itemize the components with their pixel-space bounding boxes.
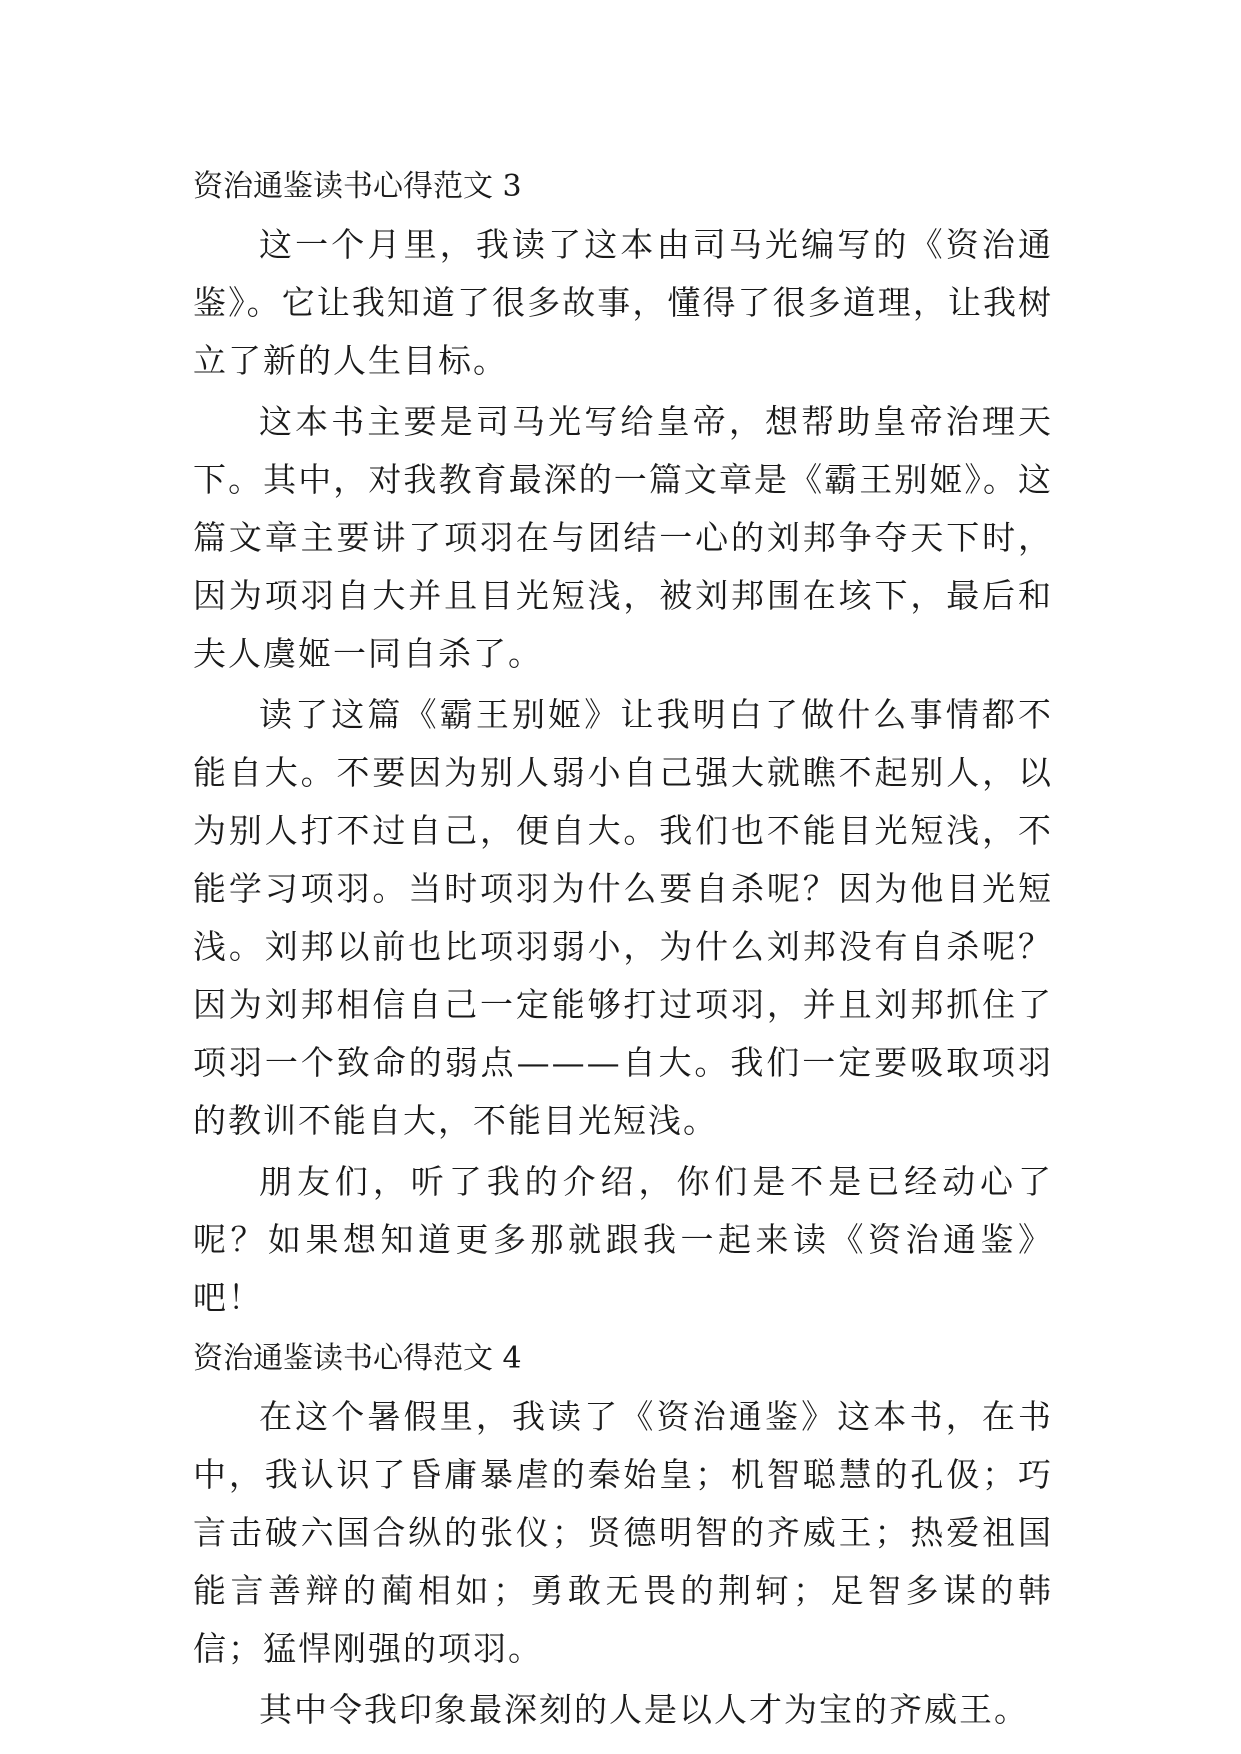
paragraph: 朋友们，听了我的介绍，你们是不是已经动心了呢？如果想知道更多那就跟我一起来读《资治通鉴》吧！ <box>193 1162 1053 1317</box>
paragraph: 读了这篇《霸王别姬》让我明白了做什么事情都不能自大。不要因为别人弱小自己强大就瞧不起别人，以为别人打不过自己，便自大。我们也不能目光短浅，不能学习项羽。当时项羽为什么要自杀呢？因为他目光短浅。刘邦以前也比项羽弱小，为什么刘邦没有自杀呢？因为刘邦相信自己一定能够打过项羽，并且刘邦抓住了项羽一个致命的弱点———自大。我们一定要吸取项羽的教训不能自大，不能目光短浅。 <box>193 695 1053 1140</box>
section-title-4: 资治通鉴读书心得范文 4 <box>193 1341 522 1376</box>
document-page <box>193 158 1053 1742</box>
paragraph: 这一个月里，我读了这本由司马光编写的《资治通鉴》。它让我知道了很多故事，懂得了很多道理，让我树立了新的人生目标。 <box>193 225 1053 380</box>
section-title-3: 资治通鉴读书心得范文 3 <box>193 169 522 204</box>
paragraph: 这本书主要是司马光写给皇帝，想帮助皇帝治理天下。其中，对我教育最深的一篇文章是《霸王别姬》。这篇文章主要讲了项羽在与团结一心的刘邦争夺天下时，因为项羽自大并且目光短浅，被刘邦围在垓下，最后和夫人虞姬一同自杀了。 <box>193 402 1053 673</box>
paragraph: 其中令我印象最深刻的人是以人才为宝的齐威王。 <box>259 1690 1029 1729</box>
paragraph: 在这个暑假里，我读了《资治通鉴》这本书，在书中，我认识了昏庸暴虐的秦始皇；机智聪慧的孔伋；巧言击破六国合纵的张仪；贤德明智的齐威王；热爱祖国能言善辩的蔺相如；勇敢无畏的荆轲；足智多谋的韩信；猛悍刚强的项羽。 <box>193 1397 1053 1668</box>
